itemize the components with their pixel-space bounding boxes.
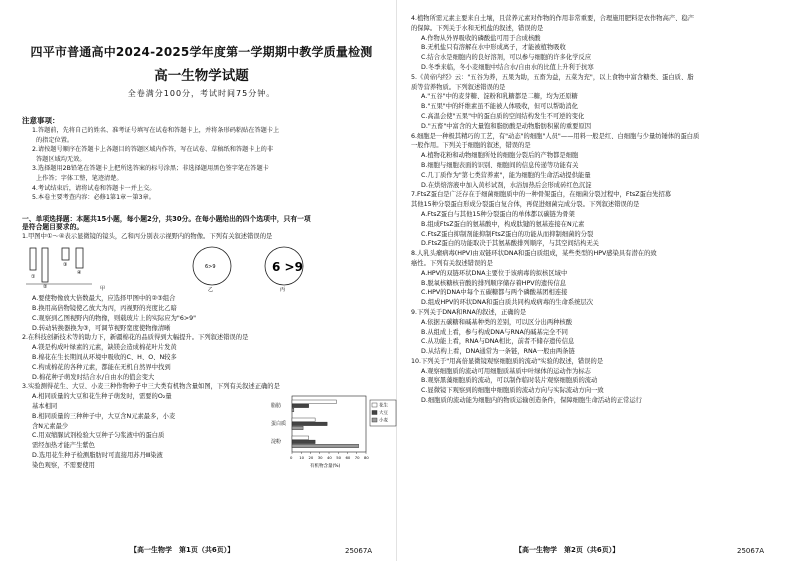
q2-option-d: D.棉花种子萌发时结合水/自由水的值会变大 (32, 373, 155, 381)
legend-swatch (372, 418, 377, 422)
question-4-option: A.作物从外界吸收的磷酸盐可用于合成核酸 (421, 34, 541, 42)
q3-option-d-cont: 染色观察，不需要使用 (32, 461, 95, 469)
notice-item: 3.选择题用2B铅笔在答题卡上把所选答案的标号涂黑；非选择题用黑色签字笔在答题卡 (32, 165, 269, 173)
legend-swatch (372, 403, 377, 407)
question-8-stem-cont: 癌性。下列有关叙述错误的是 (411, 259, 493, 267)
question-9-option: B.从组成上看，参与构成DNA与RNA的碱基完全不同 (421, 328, 568, 336)
question-4-stem-cont: 的保障。下列关于水和无机盐的叙述，错误的是 (411, 24, 544, 32)
lens-3 (62, 248, 69, 260)
right-page (397, 0, 794, 561)
question-8-option: D.组成HPV的环状DNA和蛋白质共同构成病毒的生命系统层次 (421, 299, 594, 307)
lens-2 (42, 248, 48, 282)
view-bing-text: 6 >9 (272, 260, 303, 275)
x-axis-label: 有机物含量(%) (310, 464, 341, 470)
figure-label-bing: 丙 (280, 287, 286, 293)
q2-option-a: A.镁是构成叶绿素的元素，缺镁会造成棉花叶片发黄 (32, 344, 177, 352)
question-7-stem-cont: 其他15种分裂蛋白形成分裂蛋白复合体，再促进细菌完成分裂。下列叙述错误的是 (411, 201, 640, 209)
notice-item: 的指定位置。 (36, 136, 74, 144)
q1-option-c: C.观察到乙图视野内的物像，则载玻片上的实际应为"6>9" (32, 314, 197, 322)
page-2-footer: 【高一生物学 第2页（共6页）】 (515, 546, 620, 554)
question-7-option: C.FtsZ蛋白抑制剂能抑制FtsZ蛋白的功能从而抑制细菌的分裂 (421, 230, 594, 238)
bar (292, 400, 336, 404)
bar (292, 436, 309, 440)
q1-option-b: B.换用高倍物镜使乙放大为丙，丙视野的亮度比乙暗 (32, 304, 177, 312)
question-5-stem: 5.《黄帝内经》云："五谷为养，五果为助，五畜为益，五菜为充"，以上食物中富含糖类、蛋白质、脂 (411, 73, 694, 81)
legend-entry: 小麦 (379, 418, 388, 424)
figure-label-yi: 乙 (208, 287, 214, 293)
lens-3-label: ③ (63, 262, 68, 269)
q2-option-b: B.棉花在生长期间从环境中吸收的C、H、O、N较多 (32, 353, 177, 361)
question-8-option: A.HPV的双链环状DNA主要位于该病毒的拟核区域中 (421, 269, 568, 277)
question-9-option: A.依据五碳糖和碱基种类的差别，可以区分出两种核酸 (421, 318, 573, 326)
x-tick-label: 80 (364, 455, 369, 461)
question-10-option: B.观察黑藻细胞质的流动，可以制作临时装片观察细胞质的流动 (421, 377, 598, 385)
lens-1 (30, 248, 36, 270)
question-7-stem: 7.FtsZ蛋白是广泛存在于细菌细胞质中的一种骨架蛋白，在细菌分裂过程中，FtsZ蛋白先招募 (411, 191, 672, 199)
notice-item: 5.本卷主要考查内容：必修1第1章～第3章。 (32, 194, 155, 202)
x-tick-label: 40 (327, 455, 332, 461)
question-10-option: D.细胞质的流动能为细胞内的物质运输创造条件，保障细胞生命活动的正常运行 (421, 397, 642, 405)
x-tick-label: 30 (317, 455, 323, 461)
x-tick-label: 50 (336, 455, 342, 461)
notice-list (22, 126, 381, 203)
q3-option-c-cont: 需经加热才能产生紫色 (32, 442, 95, 450)
bar (292, 440, 315, 444)
organic-content-chart (270, 392, 400, 484)
legend-entry: 花生 (379, 403, 388, 409)
q1-option-a: A.要使物像放大倍数最大，应选择甲图中的②③组合 (32, 295, 176, 303)
bar (292, 418, 315, 422)
notice-item: 1.答题前，先将自己的姓名、准考证号填写在试卷和答题卡上，并将条形码粘贴在答题卡上 (32, 127, 280, 134)
question-10-option: C.显微镜下观察到的细胞中细胞质的流动方向与实际流动方向一致 (421, 387, 604, 395)
microscope-lens-figure (22, 244, 382, 292)
question-1-figure (22, 244, 381, 292)
question-5-option: B."五果"中的纤维素虽不能被人体吸收，但可以帮助消化 (421, 103, 578, 111)
question-4-option: B.无机盐只有溶解在水中形成离子，才能被植物吸收 (421, 44, 566, 52)
question-9-option: D.从结构上看，DNA通常为一条链，RNA一般由两条链 (421, 348, 575, 356)
question-2-stem: 2.在科技创新技术等的助力下，新疆棉花的品质得到大幅提升。下列叙述错误的是 (22, 334, 249, 342)
question-4-stem: 4.植物所需元素主要来自土壤，且营养元素对作物的作用非常重要，合理施用肥料是农作物高产、稳产 (411, 15, 695, 22)
category-label: 蛋白质 (271, 421, 287, 428)
page-1-footer: 【高一生物学 第1页（共6页）】 (130, 546, 235, 554)
section-heading: 一、单项选择题：本题共15小题，每小题2分，共30分。在每小题给出的四个选项中，只有一项 (22, 214, 311, 223)
section-heading-cont: 是符合题目要求的。 (22, 222, 84, 231)
page-1-code: 25067A (345, 547, 373, 555)
bar (292, 426, 303, 430)
category-label: 脂肪 (271, 403, 282, 410)
q1-option-d: D.转动转换器换为③，可调节视野宽度使物像清晰 (32, 324, 171, 332)
question-6-option: A.植物花粉和动物细胞所处的细胞分裂后的产物都是细胞 (421, 152, 579, 160)
question-8-stem: 8.人乳头瘤病毒(HPV)由双链环状DNA和蛋白质组成，某些类型的HPV感染具有潜在的致 (411, 250, 657, 258)
exam-title: 四平市普通高中2024-2025学年度第一学期期中教学质量检测 (30, 45, 373, 59)
right-questions (411, 14, 784, 406)
bar (292, 444, 359, 448)
question-5-option: D."五畜"中富含的大量饱和脂肪酸是动物脂肪积累的重要原因 (421, 122, 592, 130)
question-9-stem: 9.下列关于DNA和RNA的叙述，正确的是 (411, 308, 527, 316)
figure-label-jia: 甲 (100, 286, 106, 293)
question-6-stem: 6.细胞是一种极其精巧的工艺，有"动态"的细胞"人员"——用料一般是红、白细胞与少量纺锤体的蛋白质 (411, 132, 700, 140)
view-yi-text: 6>9 (205, 264, 216, 271)
question-8-option: C.HPV的DNA中每个五碳糖都与两个磷酸基团相连接 (421, 289, 568, 297)
q3-option-b-cont: 含N元素最少 (32, 422, 69, 430)
notice-head: 注意事项： (22, 116, 60, 125)
question-10-stem: 10.下列关于"用高倍显微镜观察细胞质的流动"实验的叙述，错误的是 (411, 357, 604, 365)
x-tick-label: 10 (299, 455, 305, 461)
question-6-stem-cont: 一般作用。下列关于细胞的叙述，错误的是 (411, 142, 531, 150)
question-3-stem: 3.实验测得花生、大豆、小麦三种作物种子中三大类有机物含量如图，下列有关叙述正确的是 (22, 383, 280, 391)
question-7-option: B.组成FtsZ蛋白的氨基酸中，构成肽键的氨基连接在N元素 (421, 220, 585, 228)
score-info: 全卷满分100分，考试时间75分钟。 (127, 89, 276, 98)
legend-swatch (372, 411, 377, 415)
question-3-body (22, 392, 388, 470)
q3-option-a-cont: 基本相同 (32, 402, 58, 410)
question-5-option: A."五谷"中的麦芽糖、淀粉和乳糖都是二糖，均为还原糖 (421, 93, 578, 101)
question-1-stem: 1.甲图中①～④表示显微镜的镜头，乙和丙分别表示视野内的物像。下列有关叙述错误的是 (22, 233, 273, 241)
lens-2-label: ② (43, 284, 48, 291)
category-label: 淀粉 (271, 439, 282, 446)
question-5-option: C.高温会使"五果"中的蛋白质的空间结构发生不可逆的变化 (421, 112, 585, 120)
legend-entry: 大豆 (379, 411, 388, 417)
lens-1-label: ① (31, 274, 36, 281)
x-tick-label: 0 (290, 455, 293, 461)
x-tick-label: 60 (345, 455, 351, 461)
question-6-option: D.在烘焙溶液中加入黄杉试剂，水浴加热后会形成砖红色沉淀 (421, 181, 592, 189)
question-5-stem-cont: 质等营养物质。下列叙述错误的是 (411, 83, 506, 91)
q3-option-c: C.用双缩脲试剂检验大豆种子匀浆液中的蛋白质 (32, 432, 165, 440)
bar (292, 408, 294, 412)
notice-item: 2.请按题号顺序在答题卡上各题目的答题区域内作答，写在试卷、草稿纸和答题卡上的非 (32, 146, 274, 154)
question-4-option: D.冬季来临，冬小麦细胞中结合水/自由水的比值上升利于抗寒 (421, 63, 594, 71)
lens-4 (76, 248, 83, 268)
question-6-option: C.几丁质作为"第七类营养素"，能为细胞的生命活动提供能量 (421, 171, 591, 179)
notice-item: 上作答；字体工整，笔迹清楚。 (36, 174, 123, 182)
q3-option-a: A.相同质量的大豆和花生种子萌发时，需要的O₂量 (32, 393, 172, 401)
q3-option-d: D.选用花生种子检测脂肪时可直接用苏丹Ⅲ染液 (32, 451, 163, 459)
question-7-option: A.FtsZ蛋白与其他15种分裂蛋白的单体都以碳链为骨架 (421, 210, 575, 218)
exam-subtitle: 高一生物学试题 (154, 68, 249, 84)
chart-svg (270, 392, 400, 472)
x-tick-label: 70 (354, 455, 360, 461)
notice-item: 答题区域均无效。 (36, 155, 86, 163)
q3-option-b: B.相同质量的三种种子中，大豆含N元素最多，小麦 (32, 412, 176, 420)
x-tick-label: 20 (308, 455, 314, 461)
question-8-option: B.脱氧核糖核苷酸的排列顺序储存着HPV的遗传信息 (421, 279, 567, 287)
question-10-option: A.观察细胞质的流动可用细胞质基质中叶绿体的运动作为标志 (421, 367, 591, 375)
lens-4-label: ④ (77, 270, 82, 277)
bar (292, 404, 309, 408)
notice-item: 4.考试结束后，请将试卷和答题卡一并上交。 (32, 184, 156, 192)
page-2-code: 25067A (737, 547, 765, 555)
question-4-option: C.结合水是细胞内的良好溶剂，可以参与细胞的许多化学反应 (421, 54, 592, 62)
question-9-option: C.从功能上看，RNA与DNA相比，前者不储存遗传信息 (421, 338, 575, 346)
question-6-option: B.细胞与细胞表面的识别、细胞间的信息传递等功能有关 (421, 161, 579, 169)
bar (292, 422, 327, 426)
question-7-option: D.FtsZ蛋白的功能取决于其氨基酸排列顺序，与其空间结构无关 (421, 240, 599, 248)
q2-option-c: C.构成棉花的各种元素，都能在无机自然界中找到 (32, 363, 171, 371)
